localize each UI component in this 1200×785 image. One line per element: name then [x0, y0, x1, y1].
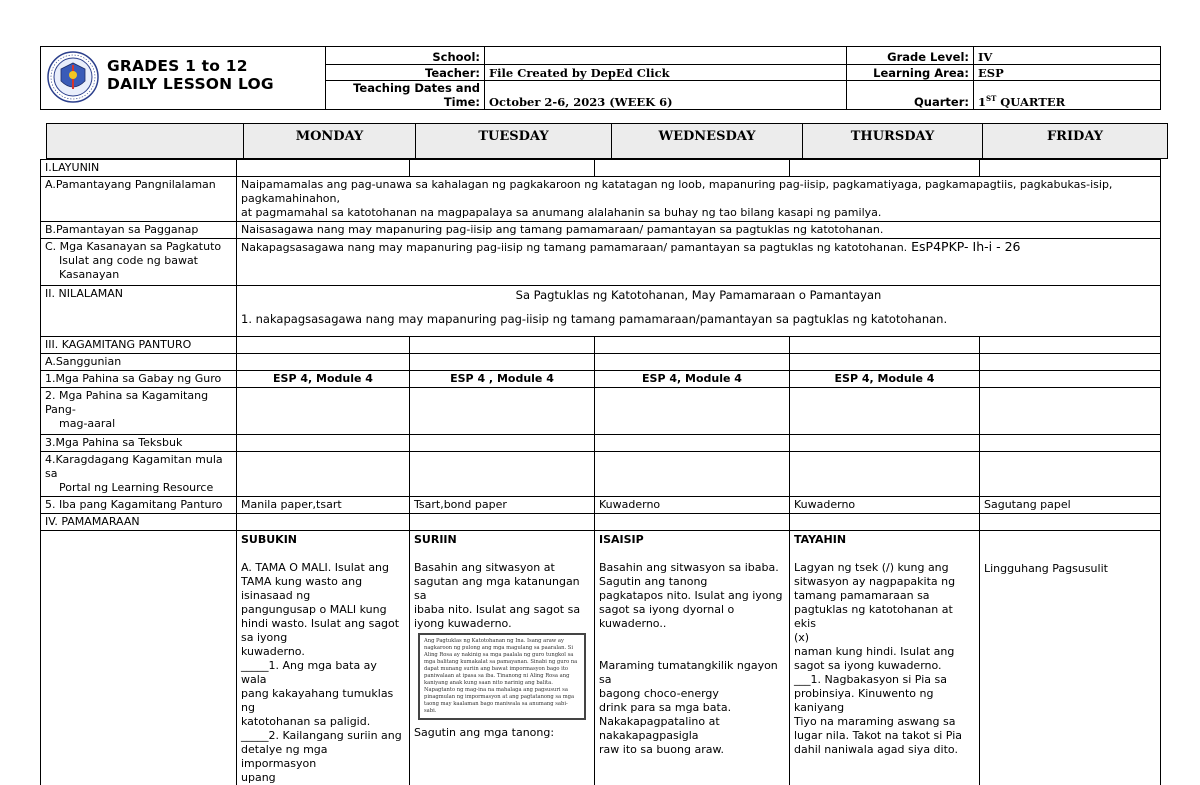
friday-procedure [980, 531, 1161, 785]
grade-label: Grade Level: [847, 47, 974, 65]
tuesday-procedure [410, 531, 595, 785]
school-value[interactable] [485, 47, 847, 65]
day-friday: FRIDAY [983, 124, 1168, 159]
pamamaraan-label: IV. PAMAMARAAN [41, 514, 237, 531]
tuesday-after: Sagutin ang mga tanong: [414, 726, 555, 739]
thursday-line: sitwasyon ay nagpapakita ng [794, 575, 956, 588]
area-label: Learning Area: [847, 65, 974, 81]
monday-line: TAMA kung wasto ang [241, 575, 363, 588]
thursday-procedure [790, 531, 980, 785]
thursday-line: pagtuklas ng katotohanan at ekis [794, 603, 953, 630]
thursday-line: ___1. Nagbakasyon si Pia sa [794, 673, 947, 686]
lesson-log-table [40, 159, 1161, 785]
day-tuesday: TUESDAY [416, 124, 612, 159]
reading-passage: Ang Pagtuklas ng Katotohanan ng Ina. Isang araw ay nagkaroon ng pulong ang mga magulang sa paaralan. Si Aling Rosa ay nakinig sa mga paalala ng guro tungkol sa mga balitang kumakalat sa pamayanan. Sinabi ng guro na dapat munang suriin ang bawat impormasyon bago ito paniwalaan at ipasa sa iba. Tinanong ni Aling Rosa ang kaniyang anak kung saan nito narinig ang balita. Napagtanto ng mag-ina na mahalaga ang pagsusuri sa pinagmulan ng impormasyon at ang pagtatanong sa mga taong may kaalaman bago maniwala sa anumang sabi-sabi. [418, 633, 586, 720]
header-title-cell [41, 47, 326, 110]
kasanayan-text: Nakapagsasagawa nang may mapanuring pag-iisip ng tamang pamamaraan/ pamantayan sa pagtuklas ng katotohanan. EsP4PKP- Ih-i - 26 [237, 239, 1161, 286]
layunin-label: I.LAYUNIN [41, 160, 237, 177]
wednesday-line: Basahin ang sitwasyon sa ibaba. [599, 561, 779, 574]
gabay-monday: ESP 4, Module 4 [237, 371, 410, 388]
row-procedure [41, 531, 1161, 785]
iba-friday: Sagutang papel [980, 497, 1161, 514]
thursday-line: Tiyo na maraming aswang sa [794, 715, 956, 728]
kagamitan-pang-label: 2. Mga Pahina sa Kagamitang Pang- mag-aaral [41, 388, 237, 435]
dates-value[interactable]: October 2-6, 2023 (WEEK 6) [485, 81, 847, 110]
monday-line: hindi wasto. Isulat ang sagot [241, 617, 400, 630]
wednesday-line: drink para sa mga bata. [599, 701, 732, 714]
thursday-line: tamang pamamaraan sa [794, 589, 930, 602]
monday-line: pang kakayahang tumuklas ng [241, 687, 394, 714]
area-value[interactable]: ESP [974, 65, 1161, 81]
thursday-line: kaniyang [794, 701, 845, 714]
days-corner [47, 124, 244, 159]
pagganap-text: Naisasagawa nang may mapanuring pag-iisip ang tamang pamamaraan/ pamantayan sa pagtuklas ng katotohanan. [237, 222, 1161, 239]
row-kasanayan [41, 239, 1161, 286]
iba-thursday: Kuwaderno [790, 497, 980, 514]
gabay-thursday: ESP 4, Module 4 [790, 371, 980, 388]
teacher-value[interactable]: File Created by DepEd Click [485, 65, 847, 81]
monday-line: pangungusap o MALI kung [241, 603, 387, 616]
nilalaman-text [237, 286, 1161, 337]
procedure-label-empty [41, 531, 237, 785]
row-pamantayang [41, 177, 1161, 222]
monday-line: sa iyong [241, 631, 288, 644]
monday-line: _____1. Ang mga bata ay wala [241, 659, 377, 686]
thursday-heading: TAYAHIN [794, 533, 847, 546]
iba-wednesday: Kuwaderno [595, 497, 790, 514]
sanggunian-label: A.Sanggunian [41, 354, 237, 371]
nilalaman-objective: 1. nakapagsasagawa nang may mapanuring pag-iisip ng tamang pamamaraan/pamantayan sa pagtuklas ng katotohanan. [241, 312, 948, 326]
wednesday-line: pagkatapos nito. Isulat ang iyong [599, 589, 783, 602]
pamantayang-text: Naipamamalas ang pag-unawa sa kahalagan ng pagkakaroon ng katatagan ng loob, mapanuring pag-iisip, pagkamatiyaga, pagkamapagtiis, pagkabukas-isip, pagkamahinahon, at pagmamahal sa katotohanan na magpapalaya sa anumang alalahanin sa buhay ng tao bilang kasapi ng pamilya. [237, 177, 1161, 222]
iba-tuesday: Tsart,bond paper [410, 497, 595, 514]
dates-label: Teaching Dates and Time: [326, 81, 485, 110]
grade-value[interactable]: IV [974, 47, 1161, 65]
karagdagang-label: 4.Karagdagang Kagamitan mula sa Portal ng Learning Resource [41, 452, 237, 497]
thursday-line: dahil naniwala agad siya dito. [794, 743, 958, 756]
monday-line: A. TAMA O MALI. Isulat ang [241, 561, 390, 574]
monday-line: kuwaderno. [241, 645, 305, 658]
day-thursday: THURSDAY [803, 124, 983, 159]
monday-line: katotohanan sa paligid. [241, 715, 371, 728]
wednesday-procedure [595, 531, 790, 785]
pagganap-label: B.Pamantayan sa Pagganap [41, 222, 237, 239]
days-header-row [46, 123, 1168, 159]
thursday-line: Lagyan ng tsek (/) kung ang [794, 561, 949, 574]
row-gabay [41, 371, 1161, 388]
row-iba [41, 497, 1161, 514]
nilalaman-label: II. NILALAMAN [41, 286, 237, 337]
deped-seal-icon [47, 51, 99, 103]
pamantayang-label: A.Pamantayang Pangnilalaman [41, 177, 237, 222]
row-karagdagang [41, 452, 1161, 497]
gabay-friday [980, 371, 1161, 388]
row-sanggunian [41, 354, 1161, 371]
nilalaman-title: Sa Pagtuklas ng Katotohanan, May Pamamaraan o Pamantayan [515, 288, 882, 302]
wednesday-line: sagot sa iyong dyornal o [599, 603, 735, 616]
gabay-tuesday: ESP 4 , Module 4 [410, 371, 595, 388]
wednesday-heading: ISAISIP [599, 533, 644, 546]
row-kagamitan [41, 337, 1161, 354]
thursday-line: naman kung hindi. Isulat ang [794, 645, 955, 658]
thursday-line: lugar nila. Takot na takot si Pia [794, 729, 962, 742]
teacher-label: Teacher: [326, 65, 485, 81]
iba-monday: Manila paper,tsart [237, 497, 410, 514]
tuesday-line: sagutan ang mga katanungan sa [414, 575, 580, 602]
day-monday: MONDAY [244, 124, 416, 159]
wednesday-line: nakakapagpasigla [599, 729, 699, 742]
gabay-wednesday: ESP 4, Module 4 [595, 371, 790, 388]
row-kagamitan-pang [41, 388, 1161, 435]
monday-line: upang [241, 771, 276, 784]
monday-line: _____2. Kailangang suriin ang [241, 729, 402, 742]
thursday-line: sagot sa iyong kuwaderno. [794, 659, 942, 672]
monday-line: detalye ng mga impormasyon [241, 743, 328, 770]
wednesday-line: kuwaderno.. [599, 617, 667, 630]
quarter-label: Quarter: [847, 81, 974, 110]
wednesday-line: raw ito sa buong araw. [599, 743, 724, 756]
school-label: School: [326, 47, 485, 65]
kagamitan-label: III. KAGAMITANG PANTURO [41, 337, 237, 354]
title-line-2: DAILY LESSON LOG [107, 75, 274, 93]
day-wednesday: WEDNESDAY [612, 124, 803, 159]
wednesday-line: Sagutin ang tanong [599, 575, 708, 588]
gabay-label: 1.Mga Pahina sa Gabay ng Guro [41, 371, 237, 388]
teksbuk-label: 3.Mga Pahina sa Teksbuk [41, 435, 237, 452]
row-teksbuk [41, 435, 1161, 452]
iba-label: 5. Iba pang Kagamitang Panturo [41, 497, 237, 514]
header-table [40, 46, 1161, 110]
wednesday-line: Nakakapagpatalino at [599, 715, 720, 728]
friday-heading: Lingguhang Pagsusulit [984, 562, 1108, 575]
thursday-line: probinsiya. Kinuwento ng [794, 687, 934, 700]
row-pamamaraan [41, 514, 1161, 531]
monday-line: isinasaad ng [241, 589, 311, 602]
quarter-value[interactable]: 1ST QUARTER [974, 81, 1161, 110]
wednesday-line: bagong choco-energy [599, 687, 719, 700]
row-layunin [41, 160, 1161, 177]
kasanayan-label: C. Mga Kasanayan sa Pagkatuto Isulat ang code ng bawat Kasanayan [41, 239, 237, 286]
tuesday-heading: SURIIN [414, 533, 457, 546]
title-line-1: GRADES 1 to 12 [107, 57, 248, 75]
wednesday-line: Maraming tumatangkilik ngayon sa [599, 659, 778, 686]
thursday-line: (x) [794, 631, 810, 644]
kasanayan-code: EsP4PKP- Ih-i - 26 [907, 239, 1021, 254]
tuesday-line: iyong kuwaderno. [414, 617, 512, 630]
row-pagganap [41, 222, 1161, 239]
tuesday-line: Basahin ang sitwasyon at [414, 561, 555, 574]
monday-procedure [237, 531, 410, 785]
tuesday-line: ibaba nito. Isulat ang sagot sa [414, 603, 581, 616]
monday-heading: SUBUKIN [241, 533, 297, 546]
row-nilalaman [41, 286, 1161, 337]
